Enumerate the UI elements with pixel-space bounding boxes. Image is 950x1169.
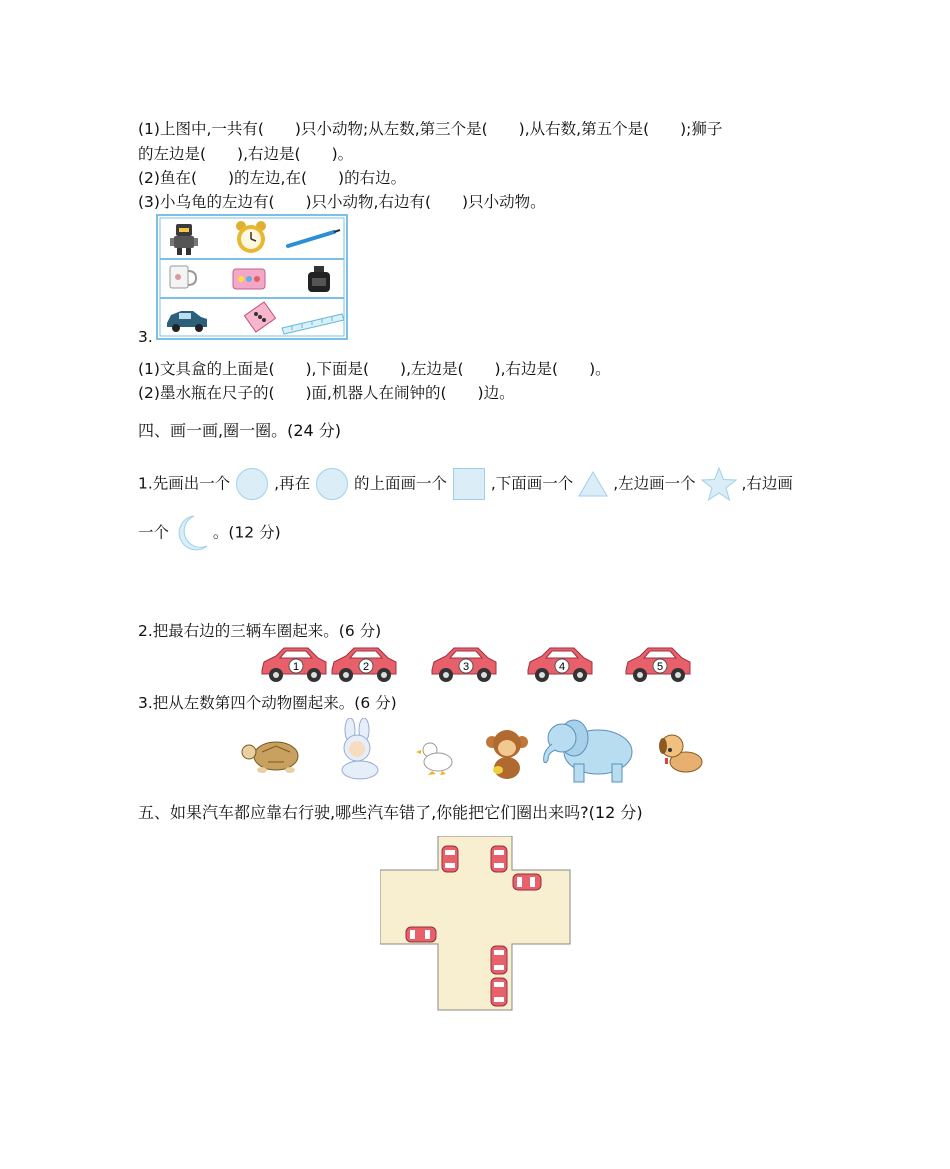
draw-question-line1 [138,467,793,501]
duck-icon [416,740,456,776]
animals-question-text: 3.把从左数第四个动物圈起来。(6 分) [138,694,397,712]
red-car-2 [330,640,398,688]
red-car-4 [526,640,594,688]
car-right-arm [513,874,541,890]
moon-shape-icon [174,514,208,552]
car-number: 5 [656,661,664,673]
section4-heading: 四、画一画,圈一圈。(24 分) [138,421,342,440]
monkey-icon [484,728,530,780]
triangle-shape-icon [578,470,608,498]
circle-shape-icon [236,468,268,500]
turtle-icon [240,734,310,778]
car-top-left [442,846,458,872]
q2-text: (2)鱼在( )的左边,在( )的右边。 [138,169,407,187]
pencil-box-icon [233,269,265,289]
circle-shape-icon [316,468,348,500]
draw-q-text7: 一个 [138,523,170,542]
draw-q-text6: ,右边画 [741,474,793,493]
car-left-arm [406,927,436,942]
car-number: 4 [558,661,566,673]
draw-q-text8: 。(12 分) [212,523,281,542]
rabbit-icon [332,718,384,780]
object-grid [156,214,348,340]
cars-row [260,640,730,692]
draw-question-line2 [138,514,281,552]
q1-line2: 的左边是( ),右边是( )。 [138,145,354,163]
cars-question-text: 2.把最右边的三辆车圈起来。(6 分) [138,622,382,640]
car-number: 1 [292,661,300,673]
square-shape-icon [453,468,485,500]
star-shape-icon [701,467,737,501]
draw-q-text3: 的上面画一个 [353,474,447,493]
red-car-1 [260,640,328,688]
red-car-5 [624,640,692,688]
draw-q-text5: ,左边画一个 [613,474,696,493]
dog-icon [656,728,706,778]
p2-text: (2)墨水瓶在尺子的( )面,机器人在闹钟的( )边。 [138,384,515,402]
alarm-clock-icon [236,221,266,253]
draw-q-text4: ,下面画一个 [490,474,574,493]
car-bottom-1 [491,946,507,974]
draw-q-text2: ,再在 [274,474,311,493]
elephant-icon [540,712,640,786]
car-top-right [491,846,507,872]
item3-number: 3. [138,328,153,346]
red-car-3 [430,640,498,688]
car-bottom-2 [491,978,507,1006]
intersection-map [380,836,572,1012]
car-number: 2 [362,661,370,673]
p1-text: (1)文具盒的上面是( ),下面是( ),左边是( ),右边是( )。 [138,360,611,378]
q1-line1: (1)上图中,一共有( )只小动物;从左数,第三个是( ),从右数,第五个是( );狮子 [138,120,723,138]
car-number: 3 [462,661,470,673]
q3-text: (3)小乌龟的左边有( )只小动物,右边有( )只小动物。 [138,193,546,211]
animals-row [240,712,720,787]
section5-heading: 五、如果汽车都应靠右行驶,哪些汽车错了,你能把它们圈出来吗?(12 分) [138,803,643,822]
draw-q-text1: 1.先画出一个 [138,474,231,493]
